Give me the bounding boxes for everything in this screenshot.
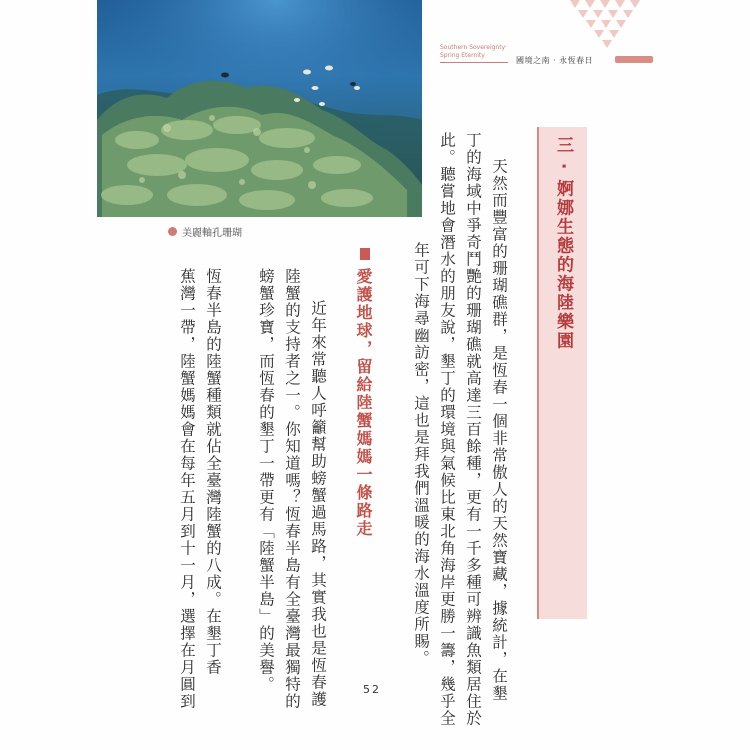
caption-bullet-icon <box>168 227 177 236</box>
coral-reef-photo <box>97 0 422 217</box>
paragraph-2-line-3: 螃蟹珍寶，而恆春的墾丁一帶更有「陸蟹半島」的美譽。 <box>257 268 275 693</box>
header-accent-bar <box>615 56 653 63</box>
section-title: 三 · 婀娜生態的海陸樂園 <box>553 136 573 351</box>
header-chinese-title: 國境之南 · 永恆春日 <box>516 56 594 65</box>
paragraph-2-line-2: 陸蟹的支持者之一。你知道嗎？恆春半島有全臺灣最獨特的 <box>283 268 301 710</box>
photo-caption: 美麗軸孔珊瑚 <box>168 224 242 239</box>
triangle-pattern-decoration <box>540 0 650 60</box>
subheading-marker <box>360 248 370 260</box>
subheading: 愛護地球，留給陸蟹媽媽一條路走 <box>354 268 373 538</box>
header-divider <box>440 62 508 63</box>
paragraph-1-line-1: 天然而豐富的珊瑚礁群，是恆春一個非常傲人的天然寶藏，據統計，在墾 <box>490 158 508 702</box>
paragraph-1-line-3: 此。聽嘗地會潛水的朋友說，墾丁的環境與氣候比東北角海岸更勝一籌，幾乎全 <box>438 132 456 727</box>
paragraph-1-line-4: 年可下海尋幽訪密，這也是拜我們溫暖的海水溫度所賜。 <box>412 242 430 667</box>
page-number: 52 <box>363 683 381 696</box>
header-english-title: Southern Sovereignty· Spring Eternity <box>440 44 508 59</box>
paragraph-1-line-2: 丁的海域中爭奇鬥艷的珊瑚礁就高達三百餘種，更有一千多種可辨識魚類居住於 <box>464 132 482 727</box>
paragraph-2-line-1: 近年來常聽人呼籲幫助螃蟹過馬路，其實我也是恆春護 <box>309 300 327 708</box>
paragraph-3-line-2: 蕉灣一帶，陸蟹媽媽會在每年五月到十一月，選擇在月圓到 <box>178 268 196 710</box>
paragraph-3-line-1: 恆春半島的陸蟹種類就佔全臺灣陸蟹的八成。在墾丁香 <box>204 268 222 676</box>
coral-reef-illustration <box>97 0 422 217</box>
